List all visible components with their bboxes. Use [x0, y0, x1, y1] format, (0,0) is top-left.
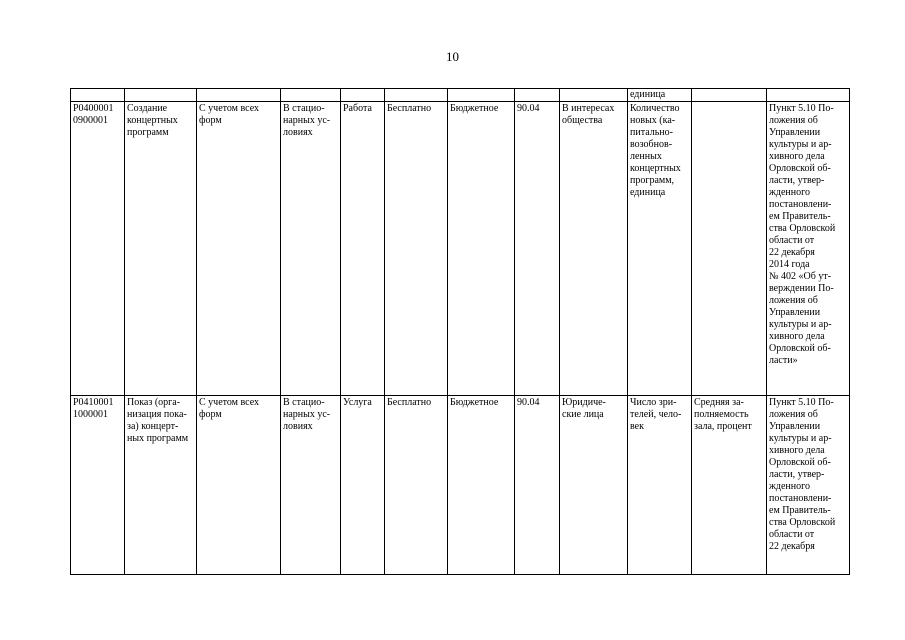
table-cell: единица [628, 89, 692, 102]
table-cell [767, 89, 850, 102]
table-cell [385, 89, 448, 102]
table-cell [515, 89, 560, 102]
volume-indicator-cell: Количество новых (ка- питально- возобнов- ленных концертных программ, единица [628, 102, 692, 396]
consumers-cell: В интересах общества [560, 102, 628, 396]
form-cell: С учетом всех форм [197, 396, 281, 575]
legal-basis-cell: Пункт 5.10 По- ложения об Управлении культуры и ар- хивного дела Орловской об- ласти, утвер- жденного постановлени- ем Правитель- ства Орловской области от 22 декабря [767, 396, 850, 575]
payment-cell: Бесплатно [385, 102, 448, 396]
okved-code-cell: 90.04 [515, 102, 560, 396]
table-cell [281, 89, 341, 102]
table-cell [71, 89, 125, 102]
type-cell: Работа [341, 102, 385, 396]
table-header-continuation-row [71, 89, 850, 102]
table-row [71, 102, 850, 396]
service-name-cell: Создание концертных программ [125, 102, 197, 396]
legal-basis-cell: Пункт 5.10 По- ложения об Управлении культуры и ар- хивного дела Орловской об- ласти, утвер- жденного постановлени- ем Правитель- ства Орловской области от 22 декабря 2014 года № 402 «Об ут- верждении По- ложения об Управлении культуры и ар- хивного дела Орловской об- ласти» [767, 102, 850, 396]
okved-code-cell: 90.04 [515, 396, 560, 575]
conditions-cell: В стацио- нарных ус- ловиях [281, 102, 341, 396]
table-row [71, 396, 850, 575]
volume-indicator-cell: Число зри- телей, чело- век [628, 396, 692, 575]
table-cell [125, 89, 197, 102]
table-cell [692, 89, 767, 102]
registry-code-cell: P0410001 1000001 [71, 396, 125, 575]
table-cell [197, 89, 281, 102]
service-name-cell: Показ (орга- низация пока- за) концерт- ных программ [125, 396, 197, 575]
quality-indicator-cell [692, 102, 767, 396]
payment-cell: Бесплатно [385, 396, 448, 575]
quality-indicator-cell: Средняя за- полняемость зала, процент [692, 396, 767, 575]
institution-type-cell: Бюджетное [448, 396, 515, 575]
conditions-cell: В стацио- нарных ус- ловиях [281, 396, 341, 575]
table-cell [341, 89, 385, 102]
services-table [70, 88, 850, 575]
institution-type-cell: Бюджетное [448, 102, 515, 396]
table-cell [448, 89, 515, 102]
form-cell: С учетом всех форм [197, 102, 281, 396]
page-number: 10 [446, 49, 459, 64]
type-cell: Услуга [341, 396, 385, 575]
registry-code-cell: P0400001 0900001 [71, 102, 125, 396]
table-cell [560, 89, 628, 102]
consumers-cell: Юридиче- ские лица [560, 396, 628, 575]
